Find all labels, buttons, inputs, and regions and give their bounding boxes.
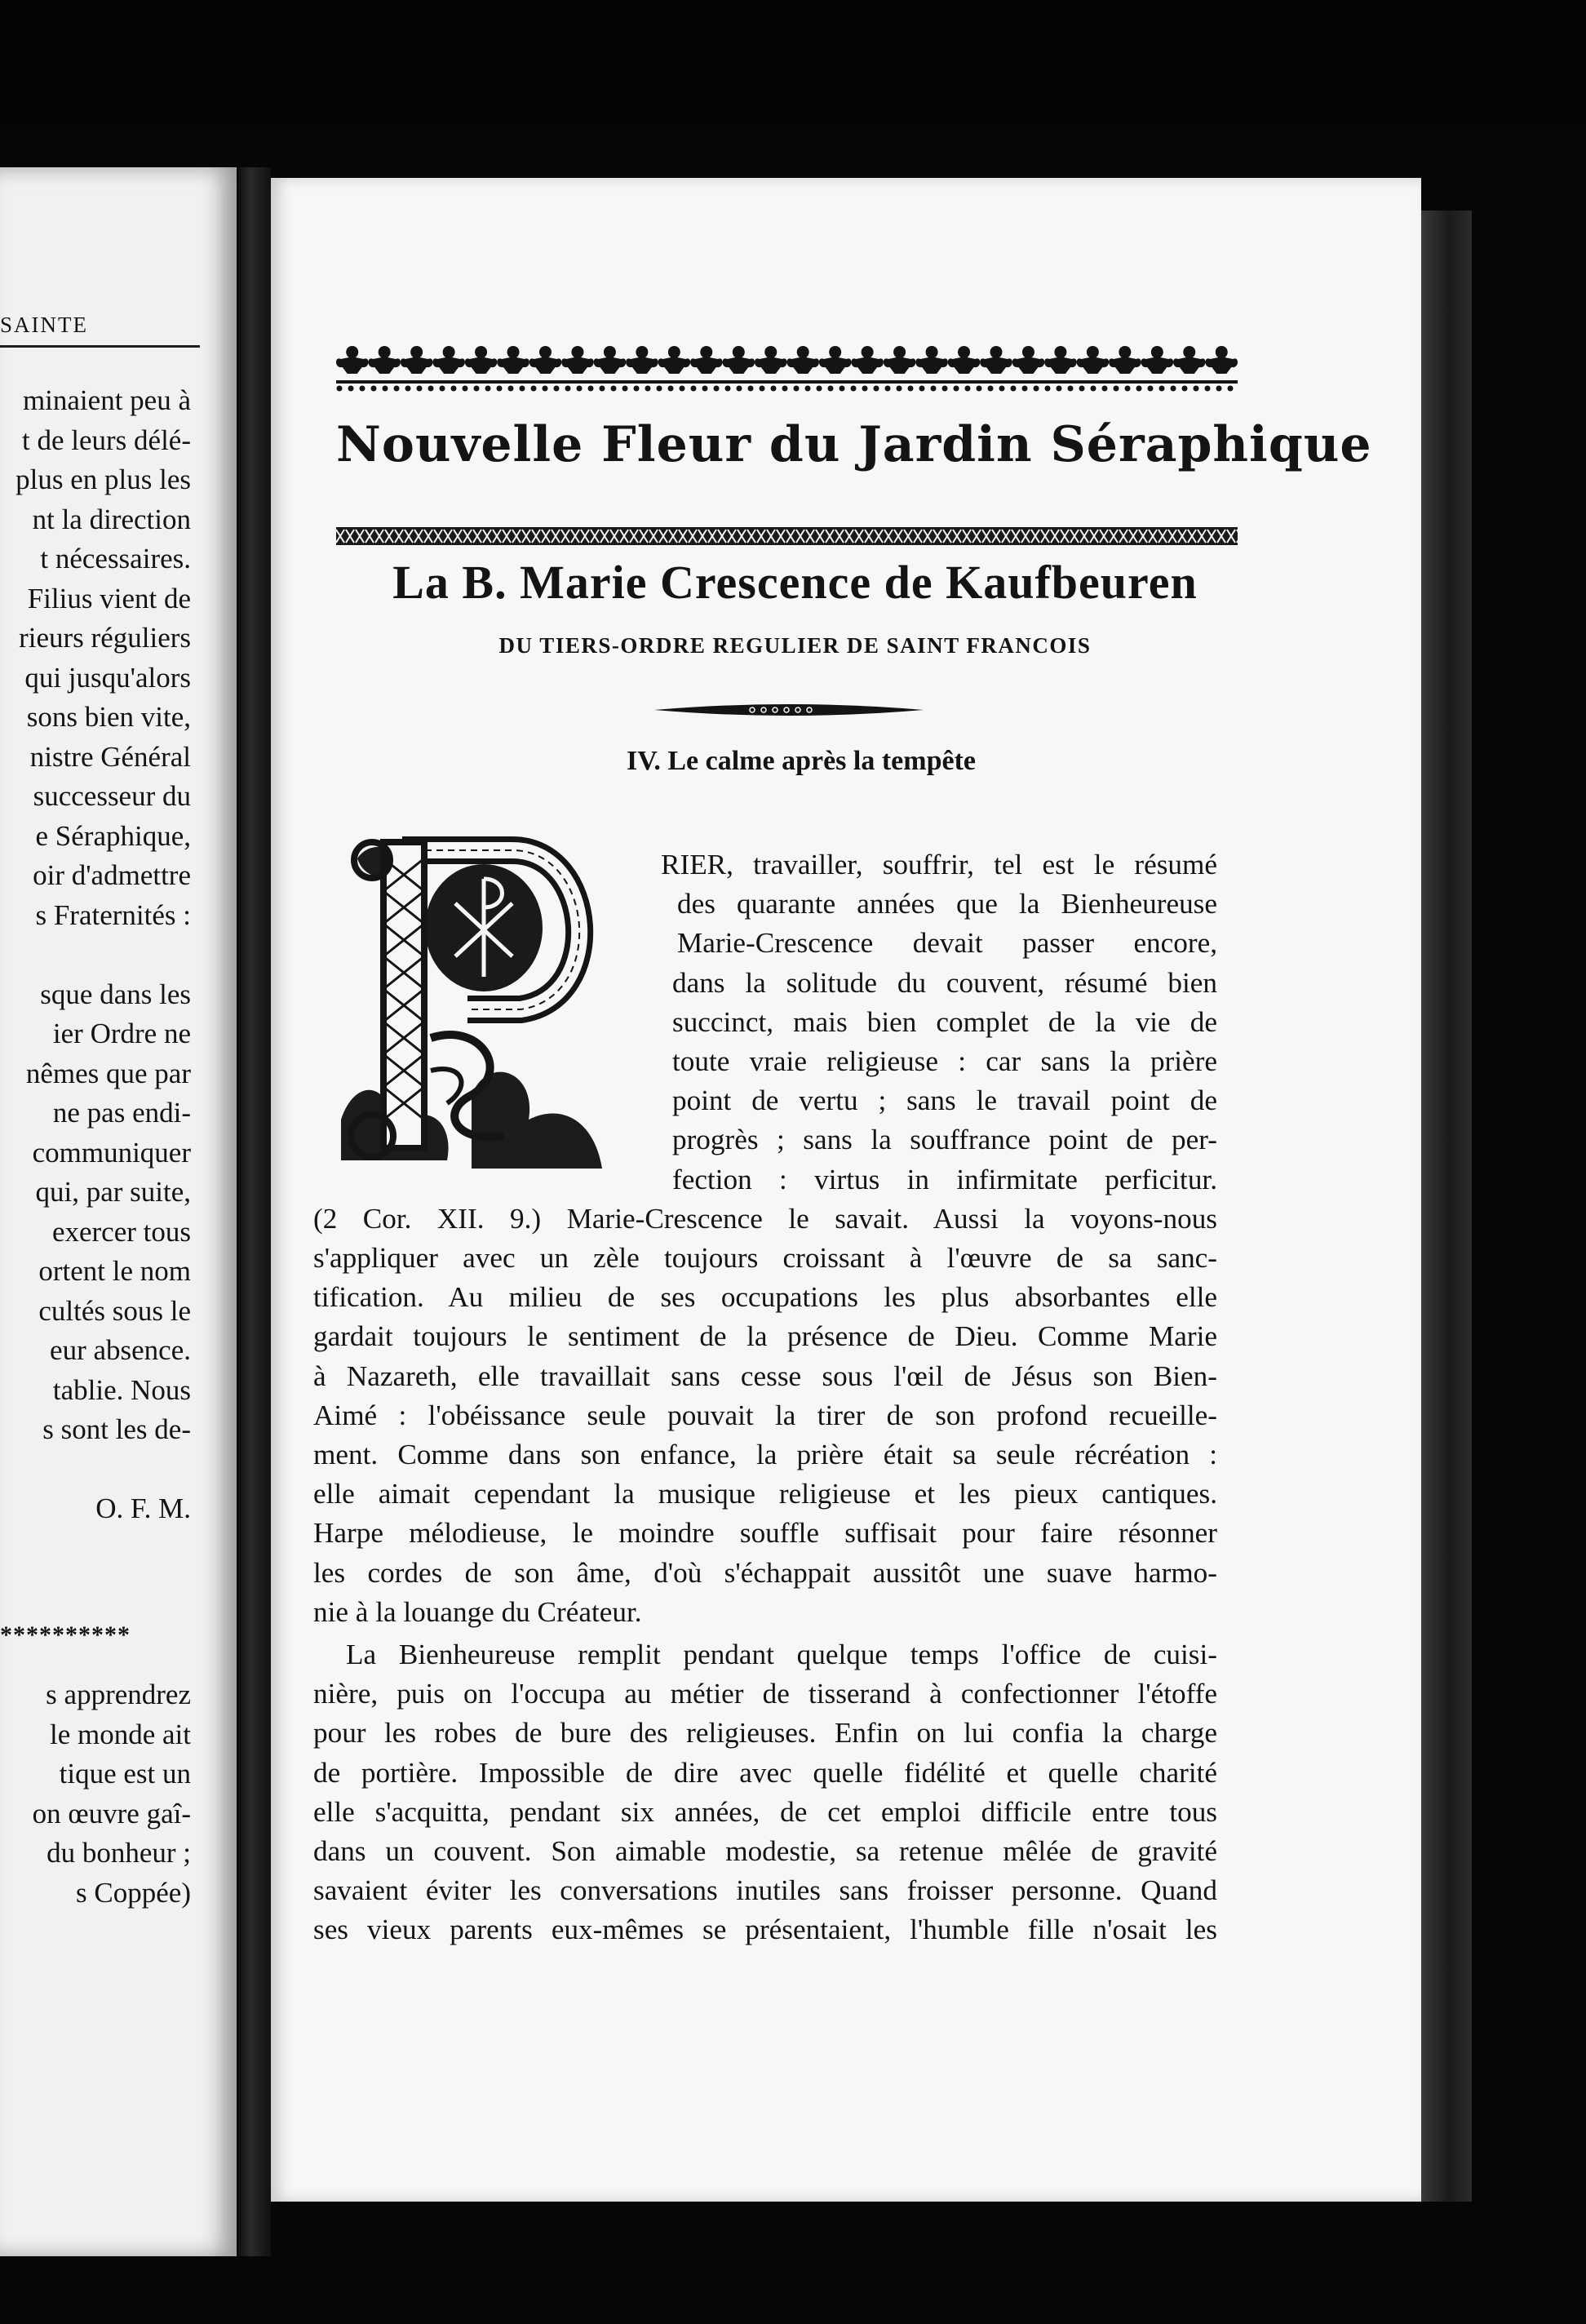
left-page-text-column-2 <box>0 1675 191 1913</box>
left-page-line: minaient peu à <box>22 384 191 416</box>
article-line: point de vertu ; sans le travail point de <box>672 1084 1217 1117</box>
left-page-line: Filius vient de <box>27 582 191 614</box>
left-page-line: nistre Général <box>29 740 191 773</box>
right-page <box>271 178 1421 2202</box>
ornamental-divider <box>654 700 924 720</box>
article-line: Marie-Crescence devait passer encore, <box>677 927 1217 960</box>
left-page-line: s Coppée) <box>76 1876 191 1909</box>
article-line: tification. Au milieu de ses occupations les plus absorbantes elle <box>313 1281 1217 1314</box>
article-line: ment. Comme dans son enfance, la prière était sa seule récréation : <box>313 1439 1217 1470</box>
left-page-line <box>0 935 191 975</box>
left-page <box>0 167 237 2256</box>
left-page-line: plus en plus les <box>16 463 191 495</box>
article-line: nière, puis on l'occupa au métier de tisserand à confectionner l'étoffe <box>313 1678 1217 1710</box>
left-page-line: tablie. Nous <box>52 1373 191 1406</box>
article-line: elle s'acquitta, pendant six années, de cet emploi difficile entre tous <box>313 1795 1217 1828</box>
article-line: succinct, mais bien complet de la vie de <box>672 1005 1217 1038</box>
article-line: dans un couvent. Son aimable modestie, sa retenue mêlée de gravité <box>313 1835 1217 1867</box>
section-heading: IV. Le calme après la tempête <box>626 746 977 776</box>
left-page-line: qui, par suite, <box>35 1176 191 1208</box>
left-page-line: ier Ordre ne <box>52 1018 191 1049</box>
left-page-line: s Fraternités : <box>35 898 191 931</box>
left-page-line: ortent le nom <box>38 1255 191 1287</box>
left-page-line: nt la direction <box>32 503 191 535</box>
article-line: La Bienheureuse remplit pendant quelque temps l'office de cuisi- <box>346 1639 1217 1670</box>
left-page-line: eur absence. <box>50 1334 191 1366</box>
article-title: La B. Marie Crescence de Kaufbeuren <box>392 556 1198 609</box>
left-page-line: cultés sous le <box>38 1294 191 1327</box>
illuminated-drop-cap <box>325 826 631 1173</box>
left-page-text-column <box>0 381 191 1529</box>
article-line: elle aimait cependant la musique religieuse et les pieux cantiques. <box>313 1478 1217 1510</box>
left-page-line: O. F. M. <box>95 1492 191 1524</box>
article-line: les cordes de son âme, d'où s'échappait aussitôt une suave harmo- <box>313 1556 1217 1589</box>
left-page-line: le monde ait <box>49 1718 191 1750</box>
journal-title: Nouvelle Fleur du Jardin Séraphique <box>336 416 1372 473</box>
article-line: des quarante années que la Bienheureuse <box>677 888 1217 920</box>
left-page-line: t de leurs délé- <box>22 424 191 456</box>
left-page-line: rieurs réguliers <box>19 622 191 654</box>
left-page-line <box>0 1450 191 1490</box>
fleuron-border-ornament <box>336 341 1238 393</box>
left-page-line: on œuvre gaî- <box>32 1797 191 1829</box>
left-page-line: sons bien vite, <box>26 701 191 733</box>
page-edge <box>1421 211 1472 2202</box>
left-page-line: tique est un <box>59 1758 191 1790</box>
article-line: nie à la louange du Créateur. <box>313 1595 642 1628</box>
left-page-line: ne pas endi- <box>52 1097 191 1129</box>
left-page-line: qui jusqu'alors <box>24 661 191 694</box>
article-line: progrès ; sans la souffrance point de per- <box>672 1124 1217 1156</box>
left-page-line: s sont les de- <box>42 1413 191 1445</box>
left-page-line: t nécessaires. <box>40 543 191 574</box>
left-page-line: e Séraphique, <box>35 819 191 852</box>
left-page-line: exercer tous <box>51 1215 191 1248</box>
article-line: dans la solitude du couvent, résumé bien <box>672 966 1217 999</box>
decorative-band <box>336 527 1238 545</box>
article-line: fection : virtus in infirmitate perficitur. <box>672 1163 1217 1195</box>
left-page-line: successeur du <box>33 780 191 812</box>
left-page-line: s apprendrez <box>46 1679 191 1710</box>
article-line: RIER, travailler, souffrir, tel est le résumé <box>661 849 1217 880</box>
article-line: savaient éviter les conversations inutiles sans froisser personne. Quand <box>313 1874 1217 1907</box>
article-line: de portière. Impossible de dire avec quelle fidélité et quelle charité <box>313 1756 1217 1789</box>
article-line: gardait toujours le sentiment de la présence de Dieu. Comme Marie <box>313 1320 1217 1353</box>
left-page-line: sque dans les <box>40 978 191 1010</box>
left-page-running-head: SAINTE <box>0 313 88 337</box>
left-page-line: du bonheur ; <box>47 1837 191 1869</box>
book-gutter <box>237 167 271 2256</box>
article-line: ses vieux parents eux-mêmes se présentaient, l'humble fille n'osait les <box>313 1914 1217 1946</box>
film-border-top <box>0 0 1586 122</box>
left-page-header-rule <box>0 345 200 348</box>
left-page-star-rule: ********** <box>0 1621 131 1648</box>
article-line: Aimé : l'obéissance seule pouvait la tirer de son profond recueille- <box>313 1399 1217 1431</box>
article-line: pour les robes de bure des religieuses. Enfin on lui confia la charge <box>313 1717 1217 1750</box>
article-subtitle: DU TIERS-ORDRE REGULIER DE SAINT FRANCOIS <box>498 633 1092 658</box>
left-page-line: oir d'admettre <box>33 859 191 891</box>
article-line: toute vraie religieuse : car sans la prière <box>672 1045 1217 1077</box>
article-line: Harpe mélodieuse, le moindre souffle suffisait pour faire résonner <box>313 1517 1217 1550</box>
article-line: à Nazareth, elle travaillait sans cesse sous l'œil de Jésus son Bien- <box>313 1359 1217 1392</box>
left-page-line: communiquer <box>32 1136 191 1169</box>
article-line: s'appliquer avec un zèle toujours croissant à l'œuvre de sa sanc- <box>313 1242 1217 1274</box>
left-page-line: nêmes que par <box>25 1057 191 1089</box>
article-line: (2 Cor. XII. 9.) Marie-Crescence le savait. Aussi la voyons-nous <box>313 1202 1217 1235</box>
